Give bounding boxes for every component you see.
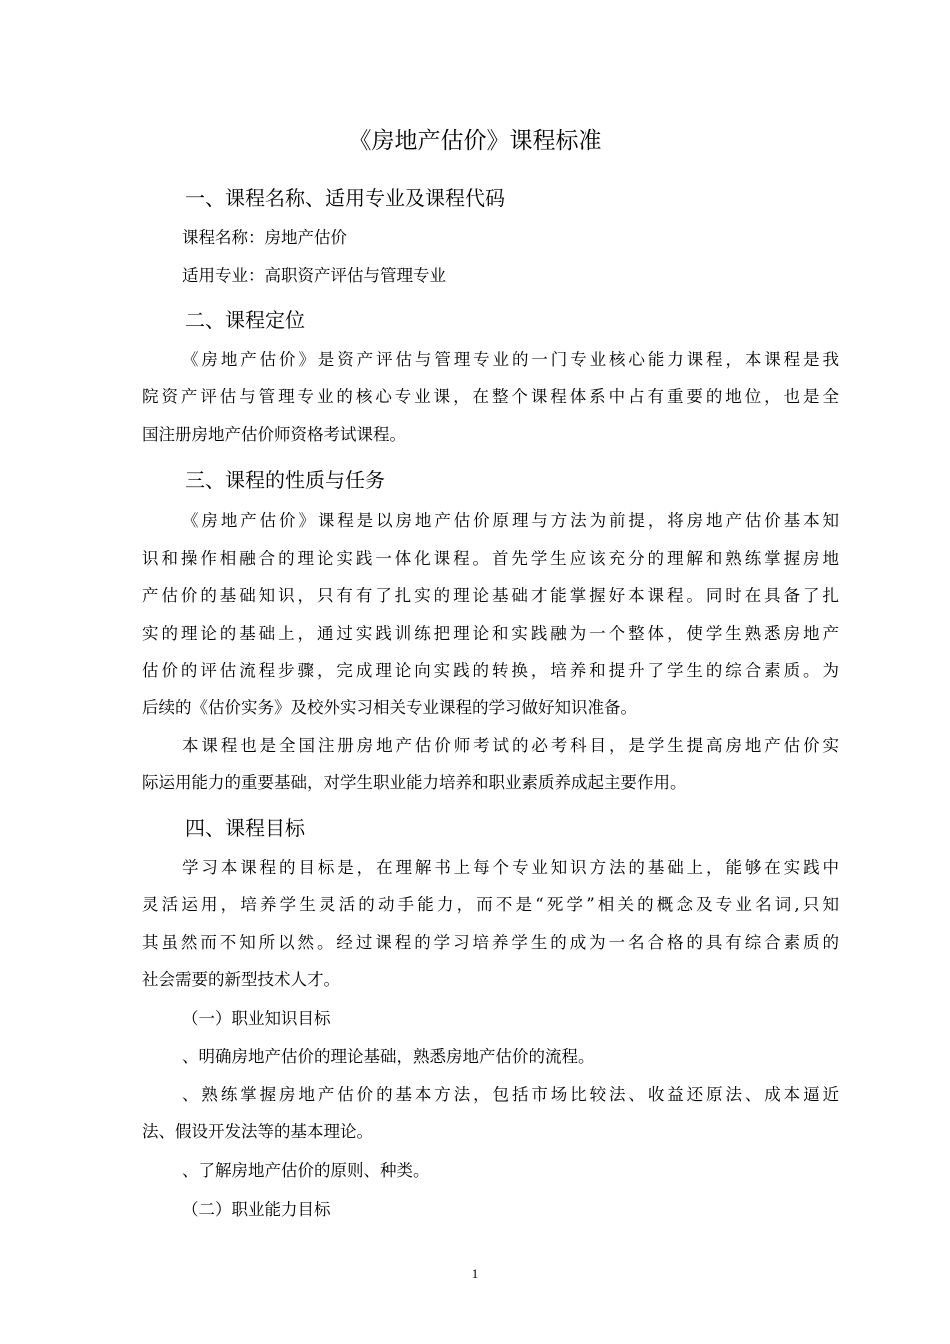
subheading: （二）职业能力目标 xyxy=(182,1200,331,1219)
paragraph-line: 实的理论的基础上，通过实践训练把理论和实践融为一个整体，使学生熟悉房地产 xyxy=(142,624,839,643)
paragraph-line: 学习本课程的目标是，在理解书上每个专业知识方法的基础上，能够在实践中 xyxy=(182,858,839,877)
paragraph-line: 《房地产估价》是资产评估与管理专业的一门专业核心能力课程，本课程是我 xyxy=(182,350,839,369)
paragraph-line: 社会需要的新型技术人才。 xyxy=(142,970,340,989)
paragraph-line: 估价的评估流程步骤，完成理论向实践的转换，培养和提升了学生的综合素质。为 xyxy=(142,661,839,680)
paragraph-line: 适用专业：高职资产评估与管理专业 xyxy=(182,266,446,285)
paragraph-line: 其虽然而不知所以然。经过课程的学习培养学生的成为一名合格的具有综合素质的 xyxy=(142,933,839,952)
document-title: 《房地产估价》课程标准 xyxy=(348,128,602,154)
paragraph-line: 《房地产估价》课程是以房地产估价原理与方法为前提，将房地产估价基本知 xyxy=(182,511,839,530)
paragraph-line: 课程名称：房地产估价 xyxy=(182,228,347,247)
paragraph-line: 本课程也是全国注册房地产估价师考试的必考科目，是学生提高房地产估价实 xyxy=(182,736,839,755)
paragraph-line: 际运用能力的重要基础，对学生职业能力培养和职业素质养成起主要作用。 xyxy=(142,773,687,792)
section-heading-3: 三、课程的性质与任务 xyxy=(185,468,385,492)
page-number: 1 xyxy=(471,1266,479,1281)
paragraph-line: 国注册房地产估价师资格考试课程。 xyxy=(142,425,406,444)
paragraph-line: 院资产评估与管理专业的核心专业课，在整个课程体系中占有重要的地位，也是全 xyxy=(142,387,839,406)
list-item-continued: 法、假设开发法等的基本理论。 xyxy=(142,1122,373,1141)
section-heading-2: 二、课程定位 xyxy=(185,308,305,332)
section-heading-1: 一、课程名称、适用专业及课程代码 xyxy=(185,186,505,210)
paragraph-line: 后续的《估价实务》及校外实习相关专业课程的学习做好知识准备。 xyxy=(142,698,637,717)
list-item: 、了解房地产估价的原则、种类。 xyxy=(182,1161,430,1180)
list-item: 、熟练掌握房地产估价的基本方法，包括市场比较法、收益还原法、成本逼近 xyxy=(182,1085,839,1104)
paragraph-line: 产估价的基础知识，只有有了扎实的理论基础才能掌握好本课程。同时在具备了扎 xyxy=(142,586,839,605)
paragraph-line: 灵活运用，培养学生灵活的动手能力，而不是“死学”相关的概念及专业名词,只知 xyxy=(142,895,839,914)
list-item: 、明确房地产估价的理论基础，熟悉房地产估价的流程。 xyxy=(182,1047,595,1066)
subheading: （一）职业知识目标 xyxy=(182,1009,331,1028)
section-heading-4: 四、课程目标 xyxy=(185,816,305,840)
paragraph-line: 识和操作相融合的理论实践一体化课程。首先学生应该充分的理解和熟练掌握房地 xyxy=(142,549,839,568)
